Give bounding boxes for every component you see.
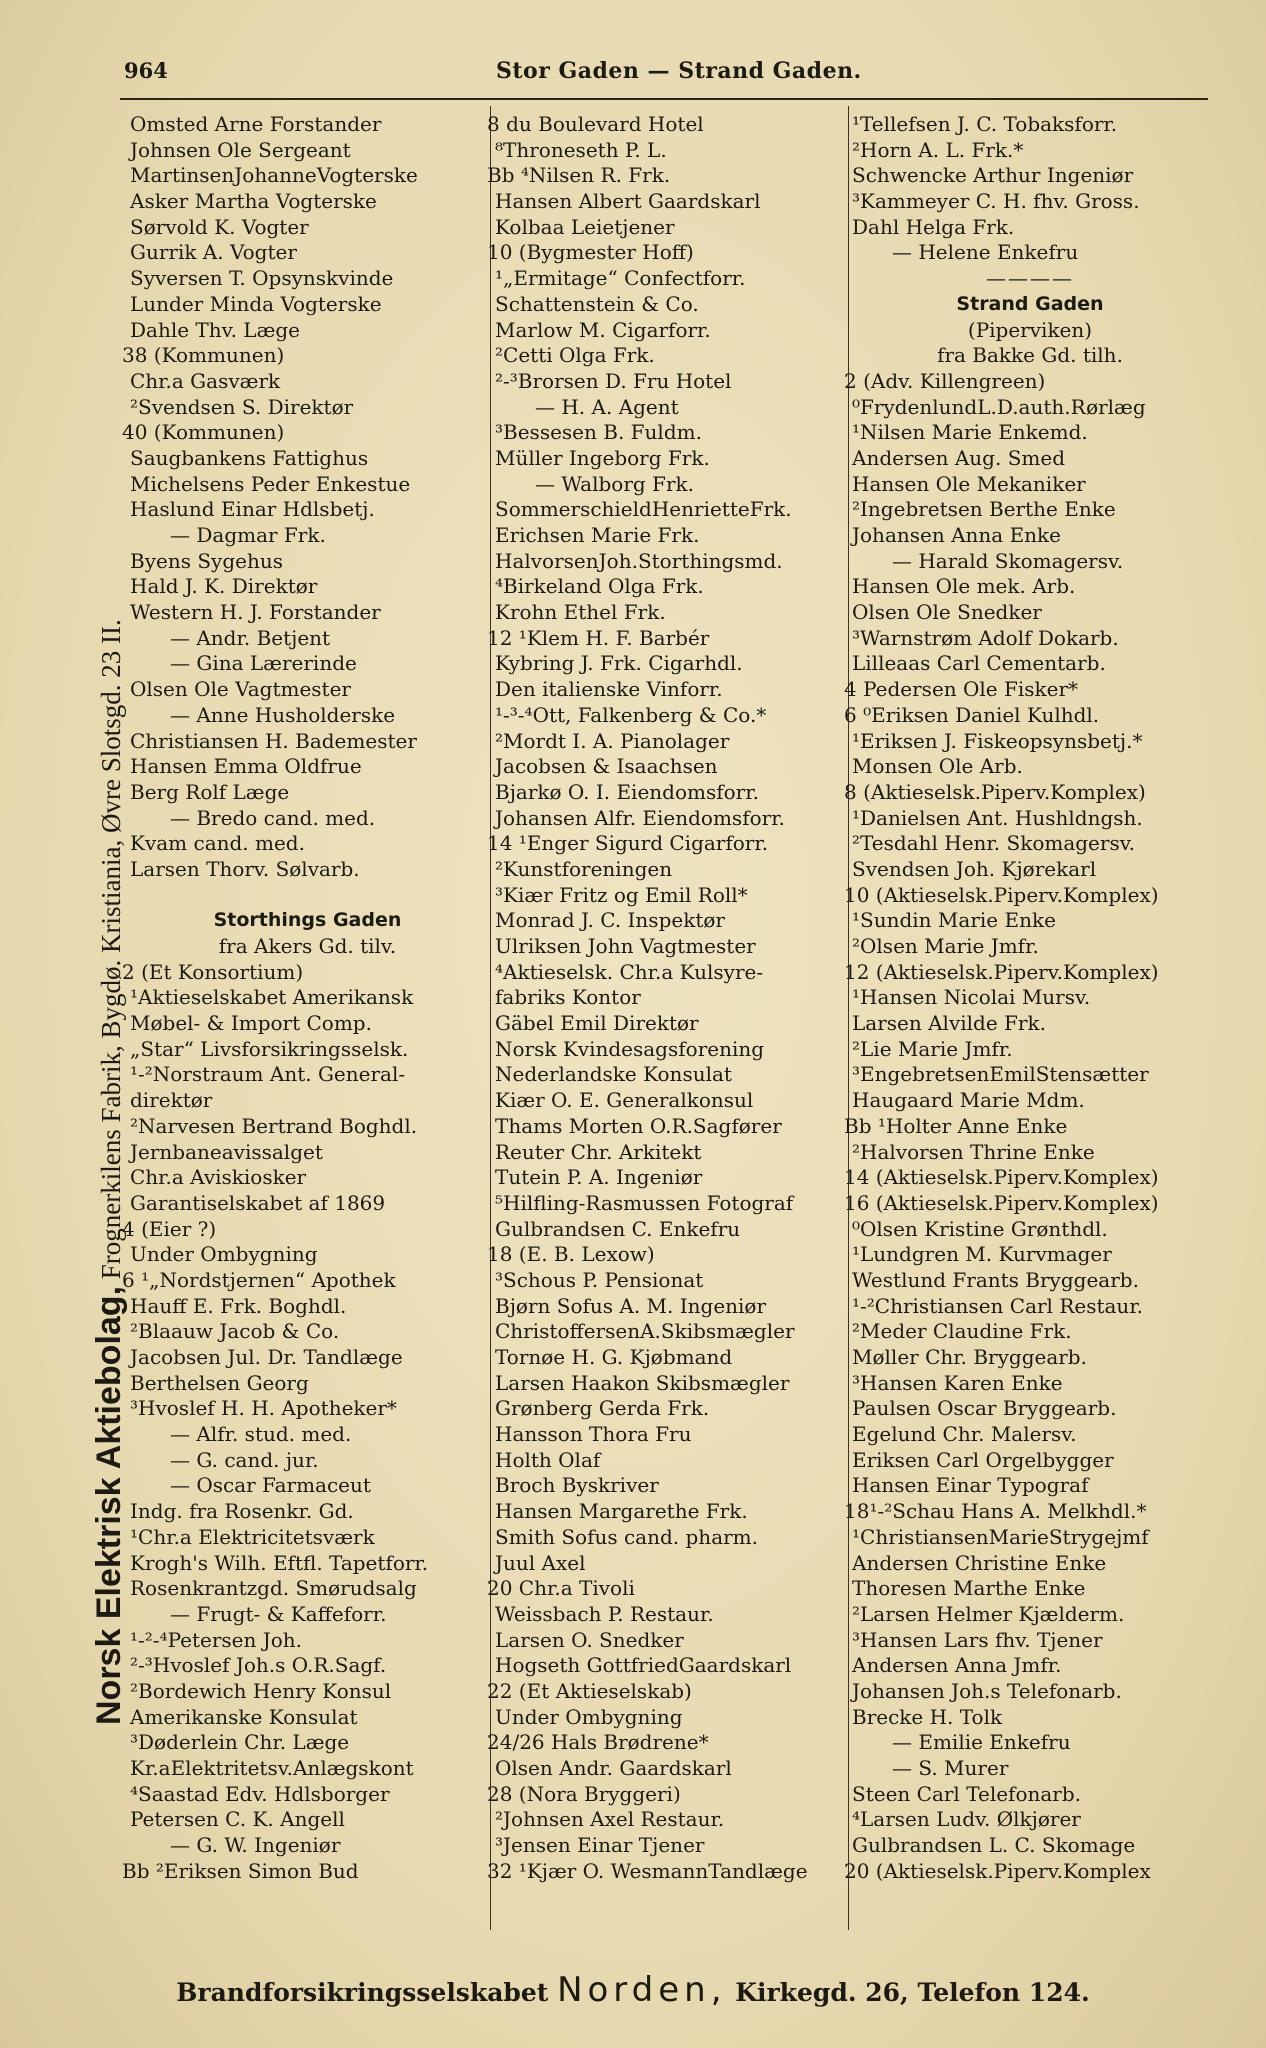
- directory-entry: (Piperviken): [967, 317, 1093, 342]
- directory-entry: — Oscar Farmaceut: [170, 1473, 371, 1498]
- directory-entry: Under Ombygning: [495, 1704, 683, 1729]
- directory-entry: ³Schous P. Pensionat: [495, 1267, 704, 1292]
- directory-entry: Hansen Ole mek. Arb.: [852, 574, 1076, 599]
- directory-entry: ³Døderlein Chr. Læge: [130, 1730, 350, 1755]
- directory-entry: Berg Rolf Læge: [130, 779, 290, 804]
- directory-entry: Amerikanske Konsulat: [130, 1704, 358, 1729]
- directory-entry: Dahl Helga Frk.: [852, 214, 1015, 239]
- directory-entry: Paulsen Oscar Bryggearb.: [852, 1396, 1117, 1421]
- directory-entry: ————: [986, 266, 1074, 291]
- directory-entry: 8 (Aktieselsk.Piperv.Komplex): [844, 779, 1146, 804]
- directory-entry: 20 Chr.a Tivoli: [487, 1576, 635, 1601]
- directory-entry: Chr.a Gasværk: [130, 368, 281, 393]
- directory-entry: ⁰FrydenlundL.D.auth.Rørlæg: [852, 394, 1146, 419]
- directory-entry: Dahle Thv. Læge: [130, 317, 301, 342]
- directory-entry: Under Ombygning: [130, 1242, 318, 1267]
- directory-entry: Haugaard Marie Mdm.: [852, 1088, 1085, 1113]
- directory-entry: Krohn Ethel Frk.: [495, 600, 666, 625]
- directory-entry: — S. Murer: [892, 1756, 1009, 1780]
- directory-entry: 6 ⁰Eriksen Daniel Kulhdl.: [844, 702, 1100, 727]
- directory-entry: Monsen Ole Arb.: [852, 754, 1023, 779]
- directory-entry: ¹Chr.a Elektricitetsværk: [130, 1524, 375, 1549]
- directory-entry: Thams Morten O.R.Sagfører: [495, 1113, 782, 1138]
- directory-entry: ¹Danielsen Ant. Hushldngsh.: [852, 805, 1143, 830]
- directory-entry: 14 (Aktieselsk.Piperv.Komplex): [844, 1165, 1159, 1190]
- directory-entry: Bb ²Eriksen Simon Bud: [122, 1858, 359, 1883]
- directory-entry: Andersen Anna Jmfr.: [852, 1653, 1062, 1678]
- directory-column-3: [844, 112, 1208, 1884]
- directory-entry: Lunder Minda Vogterske: [130, 291, 382, 316]
- directory-entry: Juul Axel: [495, 1550, 586, 1575]
- directory-entry: Gulbrandsen L. C. Skomage: [852, 1833, 1136, 1858]
- directory-entry: ²Lie Marie Jmfr.: [852, 1036, 1013, 1061]
- directory-entry: ³Kammeyer C. H. fhv. Gross.: [852, 189, 1140, 214]
- directory-entry: Andersen Aug. Smed: [852, 445, 1066, 470]
- directory-entry: Tornøe H. G. Kjøbmand: [495, 1345, 733, 1369]
- directory-entry: ³Jensen Einar Tjener: [495, 1833, 705, 1858]
- directory-entry: 2 (Adv. Killengreen): [844, 368, 1046, 393]
- directory-entry: ²Horn A. L. Frk.*: [852, 137, 1024, 162]
- directory-entry: MartinsenJohanneVogterske: [130, 163, 418, 188]
- directory-entry: Møller Chr. Bryggearb.: [852, 1345, 1087, 1369]
- directory-column-2: [487, 112, 850, 1884]
- directory-entry: Bjørn Sofus A. M. Ingeniør: [495, 1293, 767, 1318]
- directory-entry: 28 (Nora Bryggeri): [487, 1781, 681, 1806]
- directory-entry: Larsen Alvilde Frk.: [852, 1011, 1046, 1036]
- side-ad-text: Frognerkilens Fabrik, Bygdø. Kristiania, Øvre Slotsgd. 23 II.: [96, 619, 126, 1280]
- directory-entry: ¹Nilsen Marie Enkemd.: [852, 420, 1088, 445]
- directory-entry: 38 (Kommunen): [122, 343, 285, 368]
- directory-entry: Hansen Ole Mekaniker: [852, 471, 1086, 496]
- directory-entry: ²Halvorsen Thrine Enke: [852, 1139, 1095, 1164]
- directory-entry: Eriksen Carl Orgelbygger: [852, 1447, 1114, 1472]
- directory-entry: — Frugt- & Kaffeforr.: [170, 1601, 387, 1626]
- column-divider: [490, 106, 491, 1930]
- directory-entry: ²-³Brorsen D. Fru Hotel: [495, 368, 732, 393]
- directory-entry: 10 (Aktieselsk.Piperv.Komplex): [844, 882, 1159, 907]
- directory-entry: ³Hvoslef H. H. Apotheker*: [130, 1396, 397, 1421]
- directory-entry: Chr.a Aviskiosker: [130, 1165, 307, 1190]
- directory-entry: Syversen T. Opsynskvinde: [130, 266, 394, 291]
- directory-entry: Asker Martha Vogterske: [130, 189, 377, 214]
- directory-entry: Larsen Thorv. Sølvarb.: [130, 856, 360, 881]
- directory-entry: Olsen Andr. Gaardskarl: [495, 1756, 732, 1780]
- directory-entry: 18 (E. B. Lexow): [487, 1242, 655, 1267]
- directory-entry: — G. W. Ingeniør: [170, 1833, 341, 1858]
- directory-entry: Egelund Chr. Malersv.: [852, 1422, 1077, 1447]
- directory-entry: Grønberg Gerda Frk.: [495, 1396, 710, 1421]
- directory-entry: Hansson Thora Fru: [495, 1422, 692, 1447]
- directory-entry: Johansen Joh.s Telefonarb.: [852, 1678, 1122, 1703]
- directory-entry: Thoresen Marthe Enke: [852, 1576, 1086, 1601]
- directory-entry: Brecke H. Tolk: [852, 1704, 1003, 1729]
- directory-entry: Hansen Einar Typograf: [852, 1473, 1089, 1498]
- directory-entry: 6 ¹„Nordstjernen“ Apothek: [122, 1267, 396, 1292]
- directory-entry: ⁸Throneseth P. L.: [495, 137, 667, 162]
- directory-entry: Marlow M. Cigarforr.: [495, 317, 711, 342]
- directory-entry: ⁴Saastad Edv. Hdlsborger: [130, 1781, 390, 1806]
- directory-entry: — Helene Enkefru: [892, 240, 1079, 265]
- directory-entry: ⁵Hilfling-Rasmussen Fotograf: [495, 1190, 794, 1215]
- directory-entry: Olsen Ole Vagtmester: [130, 677, 351, 702]
- directory-entry: — G. cand. jur.: [170, 1447, 319, 1472]
- directory-entry: Møbel- & Import Comp.: [130, 1011, 372, 1036]
- directory-entry: Schwencke Arthur Ingeniør: [852, 163, 1134, 188]
- directory-entry: Jacobsen & Isaachsen: [495, 754, 718, 779]
- page-number: 964: [124, 58, 168, 83]
- directory-entry: Broch Byskriver: [495, 1473, 659, 1498]
- directory-entry: Ulriksen John Vagtmester: [495, 934, 756, 958]
- directory-entry: Jernbaneavissalget: [130, 1139, 323, 1164]
- header-rule: [120, 98, 1208, 100]
- street-heading: Storthings Gaden: [213, 909, 402, 932]
- directory-entry: Byens Sygehus: [130, 548, 283, 573]
- directory-entry: Hansen Albert Gaardskarl: [495, 189, 761, 214]
- directory-entry: Omsted Arne Forstander: [130, 112, 382, 136]
- directory-entry: Haslund Einar Hdlsbetj.: [130, 497, 375, 522]
- directory-entry: Hansen Margarethe Frk.: [495, 1499, 748, 1524]
- directory-entry: — Dagmar Frk.: [170, 523, 326, 547]
- directory-entry: Johnsen Ole Sergeant: [130, 137, 351, 162]
- directory-entry: Smith Sofus cand. pharm.: [495, 1524, 758, 1549]
- directory-entry: Rosenkrantzgd. Smørudsalg: [130, 1576, 417, 1601]
- directory-entry: ²Svendsen S. Direktør: [130, 394, 354, 419]
- directory-entry: Christiansen H. Bademester: [130, 728, 417, 753]
- directory-entry: Kvam cand. med.: [130, 831, 305, 856]
- directory-entry: Olsen Ole Snedker: [852, 600, 1042, 625]
- directory-entry: ²Tesdahl Henr. Skomagersv.: [852, 831, 1135, 856]
- directory-entry: — Harald Skomagersv.: [892, 548, 1124, 573]
- directory-entry: ²Kunstforeningen: [495, 856, 673, 881]
- directory-entry: 12 ¹Klem H. F. Barbér: [487, 625, 710, 650]
- directory-entry: Weissbach P. Restaur.: [495, 1601, 714, 1626]
- directory-entry: Norsk Kvindesagsforening: [495, 1036, 765, 1061]
- directory-entry: ¹„Ermitage“ Confectforr.: [495, 266, 746, 291]
- directory-entry: Bb ¹Holter Anne Enke: [844, 1113, 1068, 1138]
- directory-entry: 20 (Aktieselsk.Piperv.Komplex: [844, 1858, 1151, 1883]
- footer-pre: Brandforsikringsselskabet: [176, 1978, 549, 2007]
- directory-entry: ²Mordt I. A. Pianolager: [495, 728, 730, 753]
- directory-entry: ⁴Larsen Ludv. Ølkjører: [852, 1807, 1081, 1832]
- running-head: Stor Gaden — Strand Gaden.: [496, 58, 862, 84]
- directory-entry: ⁴Birkeland Olga Frk.: [495, 574, 704, 599]
- directory-entry: 12 (Aktieselsk.Piperv.Komplex): [844, 959, 1159, 984]
- directory-entry: — Gina Lærerinde: [170, 651, 357, 676]
- directory-entry: 8 du Boulevard Hotel: [487, 112, 704, 136]
- directory-entry: fra Bakke Gd. tilh.: [937, 343, 1123, 368]
- footer-post: Kirkegd. 26, Telefon 124.: [735, 1978, 1090, 2007]
- directory-entry: fabriks Kontor: [495, 985, 641, 1010]
- directory-entry: Krogh's Wilh. Eftfl. Tapetforr.: [130, 1550, 429, 1575]
- directory-entry: ²-³Hvoslef Joh.s O.R.Sagf.: [130, 1653, 387, 1678]
- directory-entry: ²Larsen Helmer Kjælderm.: [852, 1601, 1125, 1626]
- directory-entry: ³Hansen Karen Enke: [852, 1370, 1063, 1395]
- directory-entry: ²Meder Claudine Frk.: [852, 1319, 1072, 1344]
- directory-entry: ³Kiær Fritz og Emil Roll*: [495, 882, 748, 907]
- directory-entry: ³EngebretsenEmilStensætter: [852, 1062, 1149, 1087]
- directory-entry: Larsen Haakon Skibsmægler: [495, 1370, 790, 1395]
- directory-entry: ¹Eriksen J. Fiskeopsynsbetj.*: [852, 728, 1143, 753]
- directory-entry: Hansen Emma Oldfrue: [130, 754, 362, 779]
- directory-entry: Johansen Anna Enke: [852, 523, 1062, 547]
- directory-entry: ¹ChristiansenMarieStrygejmf: [852, 1524, 1149, 1549]
- footer-advertisement: [0, 1970, 1266, 2010]
- directory-entry: — Emilie Enkefru: [892, 1730, 1071, 1755]
- directory-entry: ⁴Aktieselsk. Chr.a Kulsyre-: [495, 959, 764, 984]
- directory-entry: Berthelsen Georg: [130, 1370, 309, 1395]
- directory-entry: Garantiselskabet af 1869: [130, 1190, 386, 1215]
- directory-entry: 40 (Kommunen): [122, 420, 285, 445]
- directory-entry: Steen Carl Telefonarb.: [852, 1781, 1082, 1806]
- directory-entry: ²Blaauw Jacob & Co.: [130, 1319, 340, 1344]
- directory-entry: ¹Aktieselskabet Amerikansk: [130, 985, 414, 1010]
- directory-entry: ³Bessesen B. Fuldm.: [495, 420, 702, 445]
- directory-entry: Western H. J. Forstander: [130, 600, 381, 625]
- directory-entry: Saugbankens Fattighus: [130, 445, 369, 470]
- directory-entry: ³Warnstrøm Adolf Dokarb.: [852, 625, 1119, 650]
- directory-entry: Erichsen Marie Frk.: [495, 523, 700, 547]
- directory-entry: Gulbrandsen C. Enkefru: [495, 1216, 741, 1241]
- directory-entry: Schattenstein & Co.: [495, 291, 699, 316]
- directory-entry: Kr.aElektritetsv.Anlægskont: [130, 1756, 414, 1780]
- directory-entry: Indg. fra Rosenkr. Gd.: [130, 1499, 354, 1524]
- side-ad-company: Norsk Elektrisk Aktiebolag,: [90, 1285, 128, 1725]
- directory-entry: ²Narvesen Bertrand Boghdl.: [130, 1113, 418, 1138]
- directory-entry: ²Ingebretsen Berthe Enke: [852, 497, 1116, 522]
- directory-entry: 10 (Bygmester Hoff): [487, 240, 694, 265]
- directory-entry: Bjarkø O. I. Eiendomsforr.: [495, 779, 759, 804]
- directory-entry: 4 (Eier ?): [122, 1216, 217, 1241]
- directory-entry: ¹-²Christiansen Carl Restaur.: [852, 1293, 1144, 1318]
- directory-entry: 24/26 Hals Brødrene*: [487, 1730, 709, 1755]
- directory-entry: Kiær O. E. Generalkonsul: [495, 1088, 754, 1113]
- directory-entry: ⁰Olsen Kristine Grønthdl.: [852, 1216, 1108, 1241]
- directory-entry: Jacobsen Jul. Dr. Tandlæge: [130, 1345, 403, 1369]
- directory-entry: Kolbaa Leietjener: [495, 214, 675, 239]
- directory-entry: — Alfr. stud. med.: [170, 1422, 352, 1447]
- directory-entry: Johansen Alfr. Eiendomsforr.: [495, 805, 785, 830]
- directory-entry: — Anne Husholderske: [170, 702, 396, 727]
- directory-entry: ²Johnsen Axel Restaur.: [495, 1807, 725, 1832]
- directory-entry: ChristoffersenA.Skibsmægler: [495, 1319, 795, 1344]
- directory-entry: 4 Pedersen Ole Fisker*: [844, 677, 1079, 702]
- directory-entry: Westlund Frants Bryggearb.: [852, 1267, 1139, 1292]
- directory-entry: Svendsen Joh. Kjørekarl: [852, 856, 1097, 881]
- directory-entry: — Andr. Betjent: [170, 625, 331, 650]
- directory-entry: ¹Sundin Marie Enke: [852, 908, 1056, 933]
- directory-entry: 32 ¹Kjær O. WesmannTandlæge: [487, 1858, 808, 1883]
- directory-entry: Petersen C. K. Angell: [130, 1807, 345, 1832]
- directory-entry: Reuter Chr. Arkitekt: [495, 1139, 702, 1164]
- directory-entry: ³Hansen Lars fhv. Tjener: [852, 1627, 1103, 1652]
- directory-entry: Hogseth GottfriedGaardskarl: [495, 1653, 792, 1678]
- directory-entry: [130, 883, 485, 909]
- directory-entry: — Bredo cand. med.: [170, 805, 376, 830]
- directory-entry: Holth Olaf: [495, 1447, 601, 1472]
- directory-entry: — H. A. Agent: [535, 394, 679, 419]
- directory-entry: 22 (Et Aktieselskab): [487, 1678, 692, 1703]
- directory-entry: fra Akers Gd. tilv.: [218, 934, 397, 958]
- directory-entry: Tutein P. A. Ingeniør: [495, 1165, 703, 1190]
- directory-entry: ¹Hansen Nicolai Mursv.: [852, 985, 1091, 1010]
- directory-entry: Hald J. K. Direktør: [130, 574, 318, 599]
- directory-entry: — Walborg Frk.: [535, 471, 694, 496]
- directory-entry: ¹-³-⁴Ott, Falkenberg & Co.*: [495, 702, 767, 727]
- directory-column-1: [122, 112, 485, 1884]
- directory-entry: ²Bordewich Henry Konsul: [130, 1678, 392, 1703]
- directory-entry: ²Olsen Marie Jmfr.: [852, 934, 1039, 958]
- directory-entry: 18¹-²Schau Hans A. Melkhdl.*: [844, 1499, 1147, 1524]
- directory-entry: Den italienske Vinforr.: [495, 677, 723, 702]
- directory-entry: ¹Lundgren M. Kurvmager: [852, 1242, 1112, 1267]
- directory-entry: Kybring J. Frk. Cigarhdl.: [495, 651, 743, 676]
- directory-entry: 2 (Et Konsortium): [122, 959, 304, 984]
- directory-entry: direktør: [130, 1088, 213, 1113]
- street-heading: Strand Gaden: [956, 292, 1104, 315]
- directory-entry: Nederlandske Konsulat: [495, 1062, 732, 1087]
- directory-entry: SommerschieldHenrietteFrk.: [495, 497, 792, 522]
- directory-entry: 14 ¹Enger Sigurd Cigarforr.: [487, 831, 769, 856]
- directory-entry: Monrad J. C. Inspektør: [495, 908, 725, 933]
- directory-entry: ¹-²-⁴Petersen Joh.: [130, 1627, 303, 1652]
- directory-entry: Andersen Christine Enke: [852, 1550, 1107, 1575]
- directory-entry: „Star“ Livsforsikringsselsk.: [130, 1036, 409, 1061]
- directory-entry: ¹Tellefsen J. C. Tobaksforr.: [852, 112, 1118, 136]
- directory-entry: Lilleaas Carl Cementarb.: [852, 651, 1106, 676]
- directory-entry: Gäbel Emil Direktør: [495, 1011, 699, 1036]
- directory-entry: Gurrik A. Vogter: [130, 240, 297, 265]
- directory-entry: HalvorsenJoh.Storthingsmd.: [495, 548, 783, 573]
- directory-entry: ²Cetti Olga Frk.: [495, 343, 655, 368]
- directory-entry: Hauff E. Frk. Boghdl.: [130, 1293, 347, 1318]
- directory-entry: Michelsens Peder Enkestue: [130, 471, 411, 496]
- directory-entry: 16 (Aktieselsk.Piperv.Komplex): [844, 1190, 1159, 1215]
- directory-entry: Larsen O. Snedker: [495, 1627, 684, 1652]
- directory-entry: Müller Ingeborg Frk.: [495, 445, 710, 470]
- directory-entry: Bb ⁴Nilsen R. Frk.: [487, 163, 671, 188]
- directory-entry: ¹-²Norstraum Ant. General-: [130, 1062, 406, 1087]
- directory-entry: Sørvold K. Vogter: [130, 214, 309, 239]
- footer-company-name: Norden,: [557, 1970, 727, 2010]
